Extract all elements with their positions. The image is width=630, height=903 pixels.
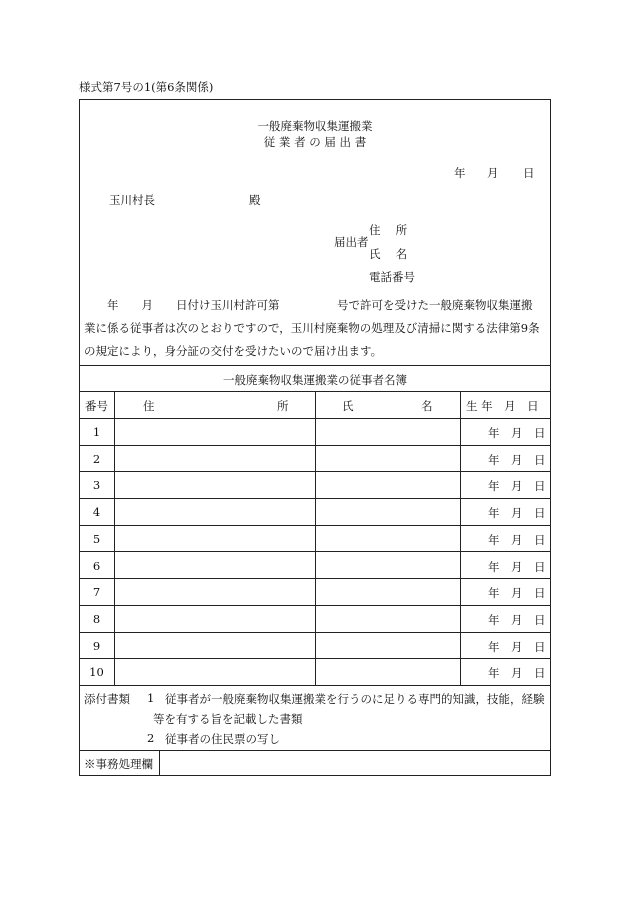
row-birth-month: 月 [511, 640, 523, 654]
roster-title: 一般廃棄物収集運搬業の従事者名簿 [223, 373, 407, 387]
row-number: 3 [92, 478, 101, 492]
roster-col-rule [315, 391, 316, 685]
roster-bottom-rule [79, 685, 551, 686]
row-birth-month: 月 [511, 613, 523, 627]
row-birth-day: 日 [534, 640, 546, 654]
row-number: 5 [92, 532, 101, 546]
row-birth-month: 月 [511, 426, 523, 440]
row-birth-year: 年 [488, 640, 500, 654]
row-birth-day: 日 [534, 453, 546, 467]
office-use-divider [159, 750, 160, 776]
header-address-a: 住 [143, 399, 155, 413]
addressee-name: 玉川村長 [109, 193, 155, 207]
row-birth-month: 月 [511, 506, 523, 520]
row-birth-year: 年 [488, 426, 500, 440]
header-number: 番号 [85, 399, 108, 413]
row-birth-year: 年 [488, 453, 500, 467]
date-month-label: 月 [487, 166, 499, 180]
office-use-rule [79, 750, 551, 751]
body-text-line1: 年 月 日付け玉川村許可第 号で許可を受けた一般廃棄物収集運搬 [84, 298, 533, 312]
row-number: 4 [92, 505, 101, 519]
office-use-label: ※事務処理欄 [84, 757, 153, 771]
header-name-a: 氏 [342, 399, 354, 413]
attachments-label: 添付書類 [84, 692, 130, 706]
roster-top-rule [79, 365, 551, 366]
row-birth-year: 年 [488, 666, 500, 680]
roster-col-rule [114, 391, 115, 685]
form-title-line2: 従 業 者 の 届 出 書 [263, 135, 367, 149]
row-number: 9 [92, 639, 101, 653]
row-birth-day: 日 [534, 666, 546, 680]
row-birth-year: 年 [488, 506, 500, 520]
row-number: 7 [92, 585, 101, 599]
row-number: 6 [92, 559, 101, 573]
date-day-label: 日 [523, 166, 535, 180]
row-birth-year: 年 [488, 560, 500, 574]
row-birth-year: 年 [488, 586, 500, 600]
body-text-line3: の規定により，身分証の交付を受けたいので届け出ます。 [84, 344, 383, 358]
form-title-line1: 一般廃棄物収集運搬業 [257, 119, 373, 133]
header-name-b: 名 [421, 399, 433, 413]
row-birth-year: 年 [488, 533, 500, 547]
header-birth: 生 年 月 日 [466, 399, 539, 413]
row-number: 1 [92, 425, 101, 439]
date-year-label: 年 [454, 166, 466, 180]
body-text-line2: 業に係る従事者は次のとおりですので，玉川村廃棄物の処理及び清掃に関する法律第9条 [84, 321, 540, 335]
roster-col-rule [460, 391, 461, 685]
header-address-b: 所 [277, 399, 289, 413]
form-label: 様式第7号の1(第6条関係) [79, 80, 214, 94]
row-birth-month: 月 [511, 666, 523, 680]
addressee-honorific: 殿 [249, 193, 261, 207]
applicant-phone-label: 電話番号 [369, 270, 415, 284]
row-birth-month: 月 [511, 560, 523, 574]
attachment-1-number: 1 [147, 691, 155, 705]
row-birth-day: 日 [534, 506, 546, 520]
attachment-2-number: 2 [147, 731, 155, 745]
applicant-address-label: 住 所 [369, 223, 408, 237]
row-birth-month: 月 [511, 586, 523, 600]
attachment-2-text: 従事者の住民票の写し [165, 732, 280, 746]
row-birth-day: 日 [534, 533, 546, 547]
attachment-1-line2: 等を有する旨を記載した書類 [153, 712, 303, 726]
row-birth-month: 月 [511, 453, 523, 467]
row-birth-month: 月 [511, 479, 523, 493]
row-number: 10 [89, 665, 104, 679]
row-birth-day: 日 [534, 613, 546, 627]
applicant-name-label: 氏 名 [369, 247, 408, 261]
row-birth-month: 月 [511, 533, 523, 547]
row-number: 8 [92, 612, 101, 626]
row-birth-year: 年 [488, 613, 500, 627]
row-birth-day: 日 [534, 586, 546, 600]
row-number: 2 [92, 452, 101, 466]
row-birth-year: 年 [488, 479, 500, 493]
row-birth-day: 日 [534, 560, 546, 574]
row-birth-day: 日 [534, 426, 546, 440]
row-birth-day: 日 [534, 479, 546, 493]
applicant-label: 届出者 [334, 235, 369, 249]
attachment-1-line1: 従事者が一般廃棄物収集運搬業を行うのに足りる専門的知識，技能，経験 [165, 692, 545, 706]
